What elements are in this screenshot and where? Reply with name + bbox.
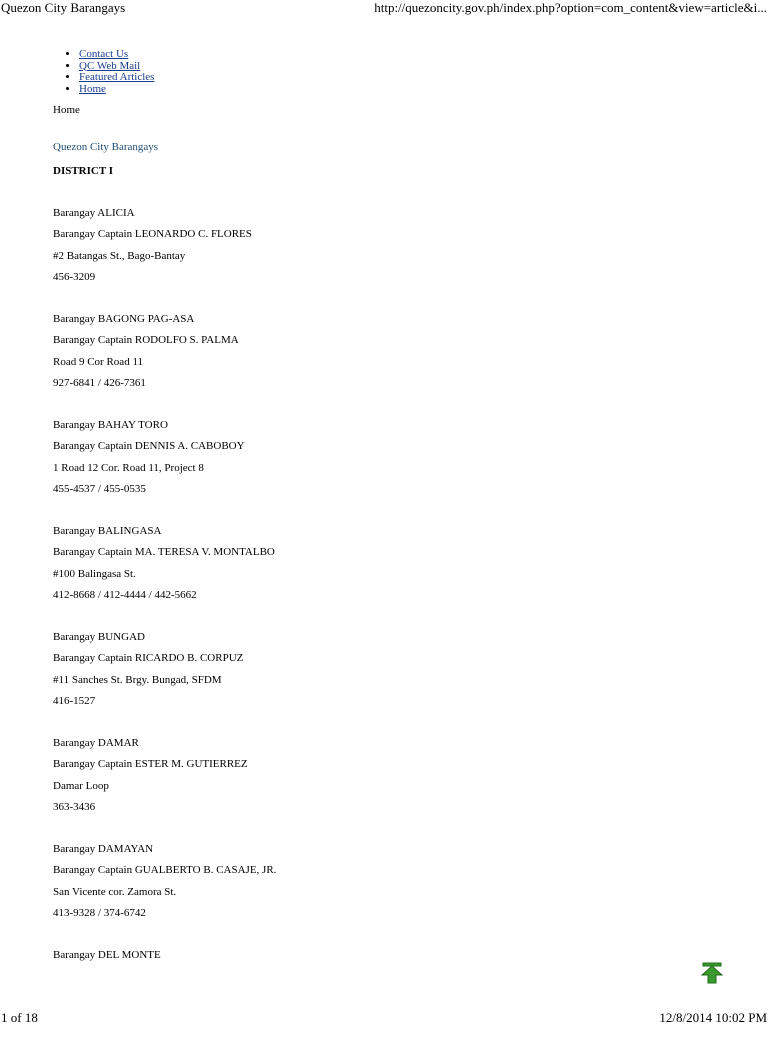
barangay-name: Barangay ALICIA [53, 207, 135, 219]
barangay-captain: Barangay Captain LEONARDO C. FLORES [53, 228, 252, 241]
barangay-captain: Barangay Captain MA. TERESA V. MONTALBO [53, 546, 275, 559]
barangay-captain: Barangay Captain ESTER M. GUTIERREZ [53, 758, 248, 771]
barangay-address: #2 Batangas St., Bago-Bantay [53, 249, 186, 262]
barangay-address: Damar Loop [53, 779, 109, 792]
nav-link-contact-us[interactable]: Contact Us [79, 48, 129, 60]
up-arrow-shape [702, 966, 722, 983]
barangay-phone: 413-9328 / 374-6742 [53, 906, 146, 919]
barangay-name: Barangay DEL MONTE [53, 949, 161, 961]
page-title: Quezon City Barangays [53, 141, 159, 153]
barangay-phone: 456-3209 [53, 270, 96, 283]
barangay-name: Barangay DAMAR [53, 737, 139, 749]
nav-link-home[interactable]: Home [79, 82, 106, 95]
print-footer-datetime: 12/8/2014 10:02 PM [659, 1010, 767, 1025]
top-nav-list [60, 49, 154, 95]
barangay-address: #11 Sanches St. Brgy. Bungad, SFDM [53, 673, 222, 686]
nav-link-featured-articles[interactable]: Featured Articles [79, 71, 155, 83]
barangay-captain: Barangay Captain RICARDO B. CORPUZ [53, 652, 244, 665]
barangay-entry [53, 737, 713, 843]
barangay-phone: 455-4537 / 455-0535 [53, 482, 146, 495]
barangay-phone: 927-6841 / 426-7361 [53, 376, 146, 389]
print-header-title: Quezon City Barangays [1, 0, 126, 15]
barangay-entry [53, 843, 713, 949]
barangay-entry [53, 631, 713, 737]
barangay-address: San Vicente cor. Zamora St. [53, 885, 177, 898]
barangay-phone: 416-1527 [53, 694, 96, 707]
barangay-address: 1 Road 12 Cor. Road 11, Project 8 [53, 461, 204, 474]
barangay-entry [53, 525, 713, 631]
barangay-address: Road 9 Cor Road 11 [53, 355, 144, 368]
barangay-name: Barangay DAMAYAN [53, 843, 154, 855]
print-footer-page: 1 of 18 [1, 1010, 38, 1025]
barangay-name: Barangay BUNGAD [53, 631, 145, 643]
barangay-phone: 363-3436 [53, 800, 96, 813]
barangay-captain: Barangay Captain RODOLFO S. PALMA [53, 334, 239, 347]
barangay-name: Barangay BAHAY TORO [53, 419, 168, 431]
nav-item-home [79, 84, 154, 96]
barangay-address: #100 Balingasa St. [53, 567, 136, 580]
arrow-up-to-top-icon [700, 962, 724, 984]
barangay-phone: 412-8668 / 412-4444 / 442-5662 [53, 588, 197, 601]
barangay-list [53, 207, 713, 1055]
barangay-entry [53, 313, 713, 419]
nav-link-qc-web-mail[interactable]: QC Web Mail [79, 59, 141, 72]
breadcrumb: Home [53, 104, 80, 116]
district-heading: DISTRICT I [53, 165, 114, 177]
barangay-entry [53, 419, 713, 525]
barangay-name: Barangay BALINGASA [53, 525, 162, 537]
print-header-url: http://quezoncity.gov.ph/index.php?option=com_content&view=article&i... [374, 0, 767, 15]
barangay-entry [53, 207, 713, 313]
barangay-name: Barangay BAGONG PAG-ASA [53, 313, 195, 325]
back-to-top-button[interactable] [700, 962, 724, 984]
barangay-captain: Barangay Captain DENNIS A. CABOBOY [53, 440, 245, 453]
barangay-entry [53, 949, 713, 1055]
barangay-captain: Barangay Captain GUALBERTO B. CASAJE, JR. [53, 864, 277, 877]
